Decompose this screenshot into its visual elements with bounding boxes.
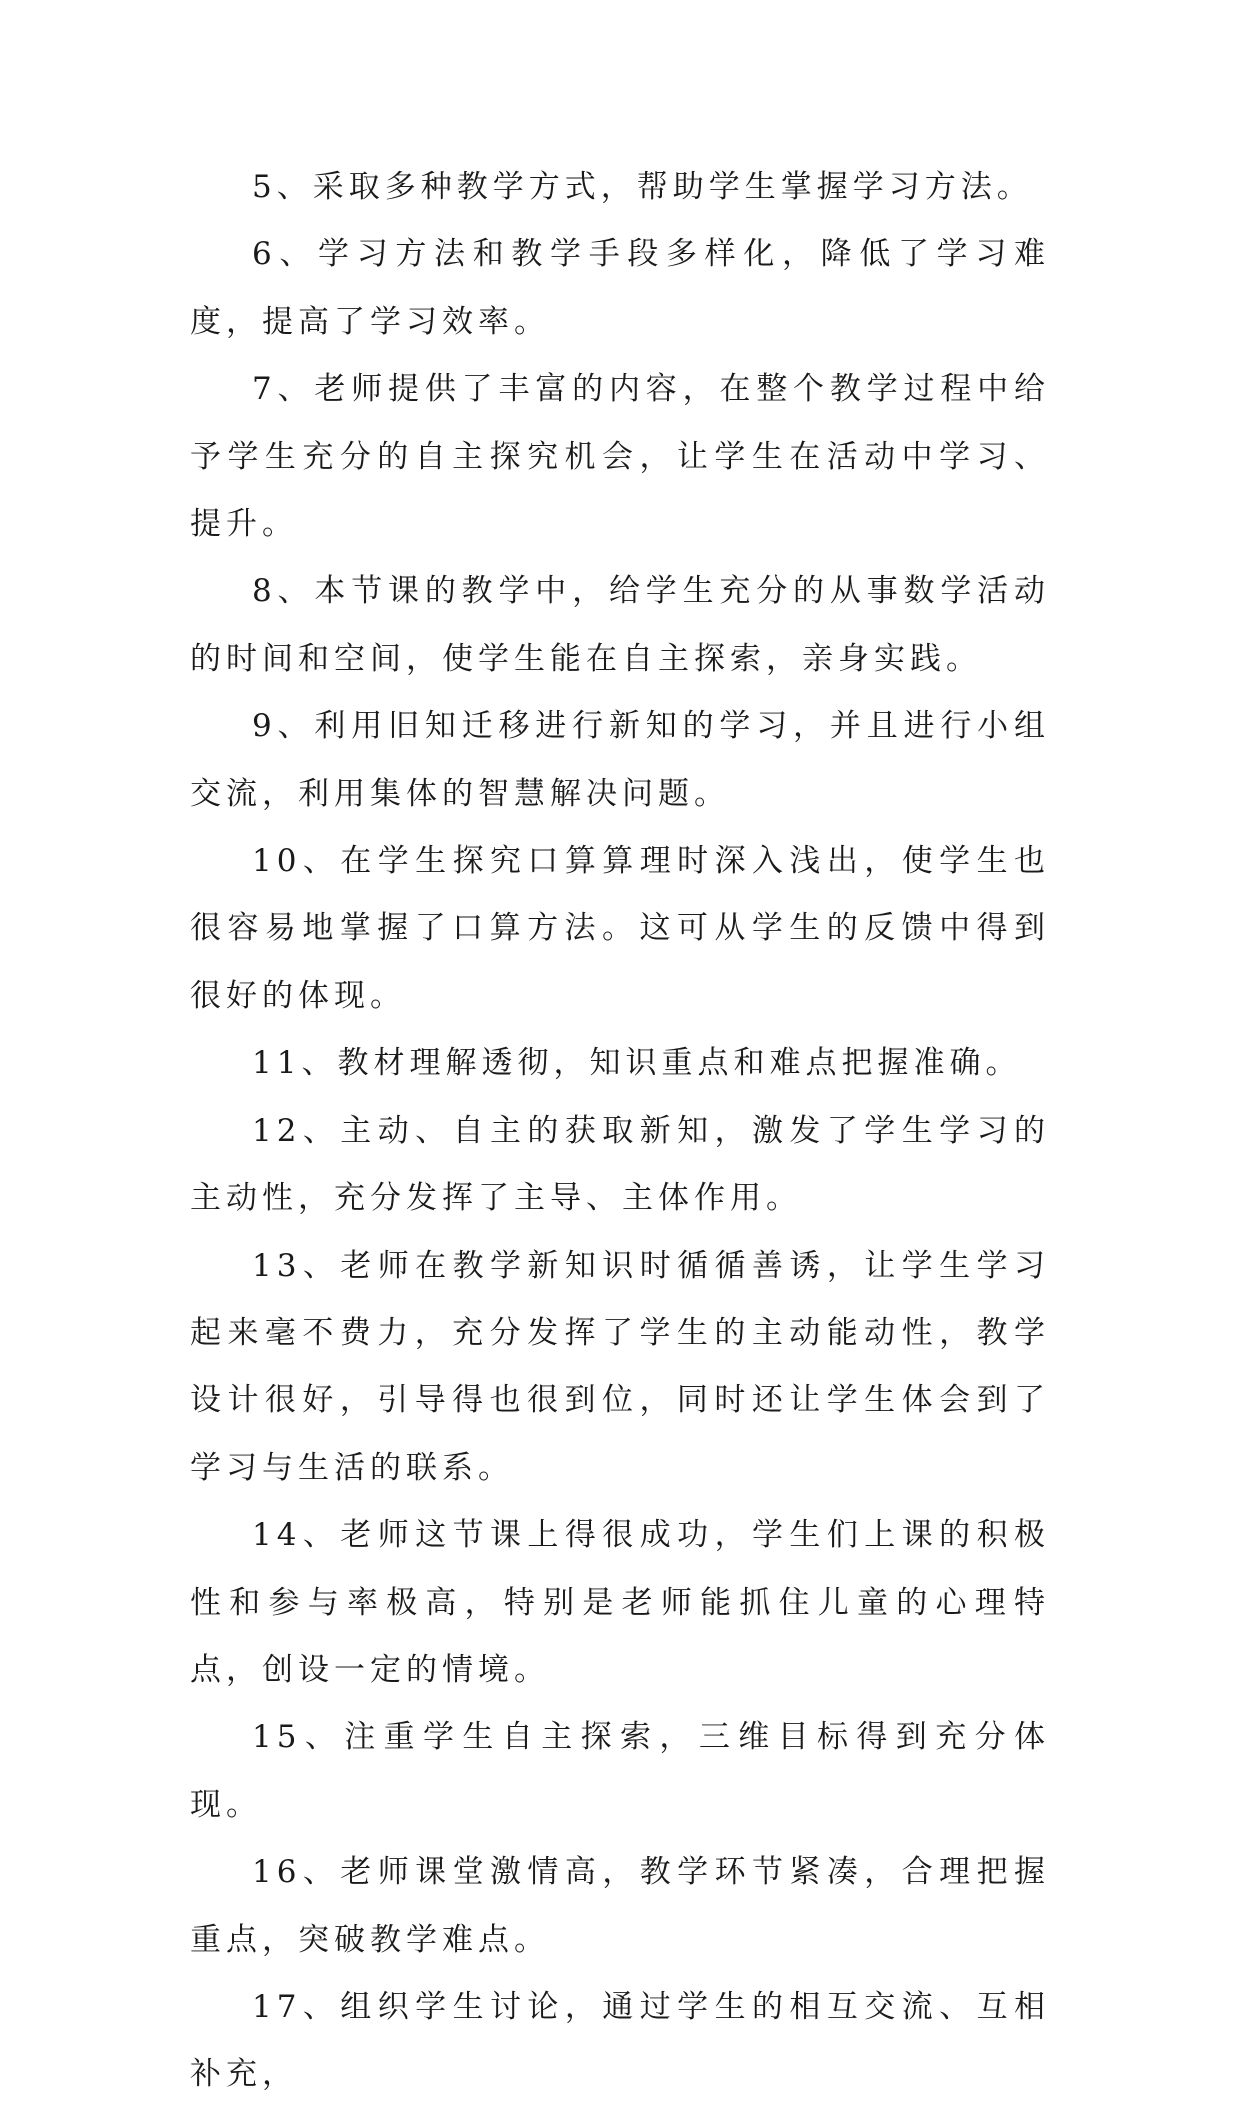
document-body bbox=[190, 154, 1050, 2109]
paragraph-11: 11、教材理解透彻，知识重点和难点把握准确。 bbox=[252, 1045, 1022, 1082]
paragraph-7: 7、老师提供了丰富的内容，在整个教学过程中给予学生充分的自主探究机会，让学生在活动中学习、提升。 bbox=[190, 371, 1050, 543]
paragraph-15: 15、注重学生自主探索，三维目标得到充分体现。 bbox=[190, 1719, 1050, 1823]
paragraph-17: 17、组织学生讨论，通过学生的相互交流、互相补充， bbox=[190, 1988, 1050, 2093]
paragraph-6: 6、学习方法和教学手段多样化，降低了学习难度，提高了学习效率。 bbox=[190, 236, 1050, 340]
paragraph-14: 14、老师这节课上得很成功，学生们上课的积极性和参与率极高，特别是老师能抓住儿童的心理特点，创设一定的情境。 bbox=[190, 1517, 1050, 1688]
paragraph-8: 8、本节课的教学中，给学生充分的从事数学活动的时间和空间，使学生能在自主探索，亲身实践。 bbox=[190, 573, 1050, 677]
paragraph-10: 10、在学生探究口算算理时深入浅出，使学生也很容易地掌握了口算方法。这可从学生的反馈中得到很好的体现。 bbox=[190, 843, 1050, 1014]
paragraph-13: 13、老师在教学新知识时循循善诱，让学生学习起来毫不费力，充分发挥了学生的主动能动性，教学设计很好，引导得也很到位，同时还让学生体会到了学习与生活的联系。 bbox=[190, 1247, 1050, 1486]
paragraph-5: 5、采取多种教学方式，帮助学生掌握学习方法。 bbox=[252, 169, 1033, 205]
paragraph-16: 16、老师课堂激情高，教学环节紧凑，合理把握重点，突破教学难点。 bbox=[190, 1854, 1050, 1958]
paragraph-9: 9、利用旧知迁移进行新知的学习，并且进行小组交流，利用集体的智慧解决问题。 bbox=[190, 708, 1050, 812]
paragraph-12: 12、主动、自主的获取新知，激发了学生学习的主动性，充分发挥了主导、主体作用。 bbox=[190, 1112, 1050, 1217]
